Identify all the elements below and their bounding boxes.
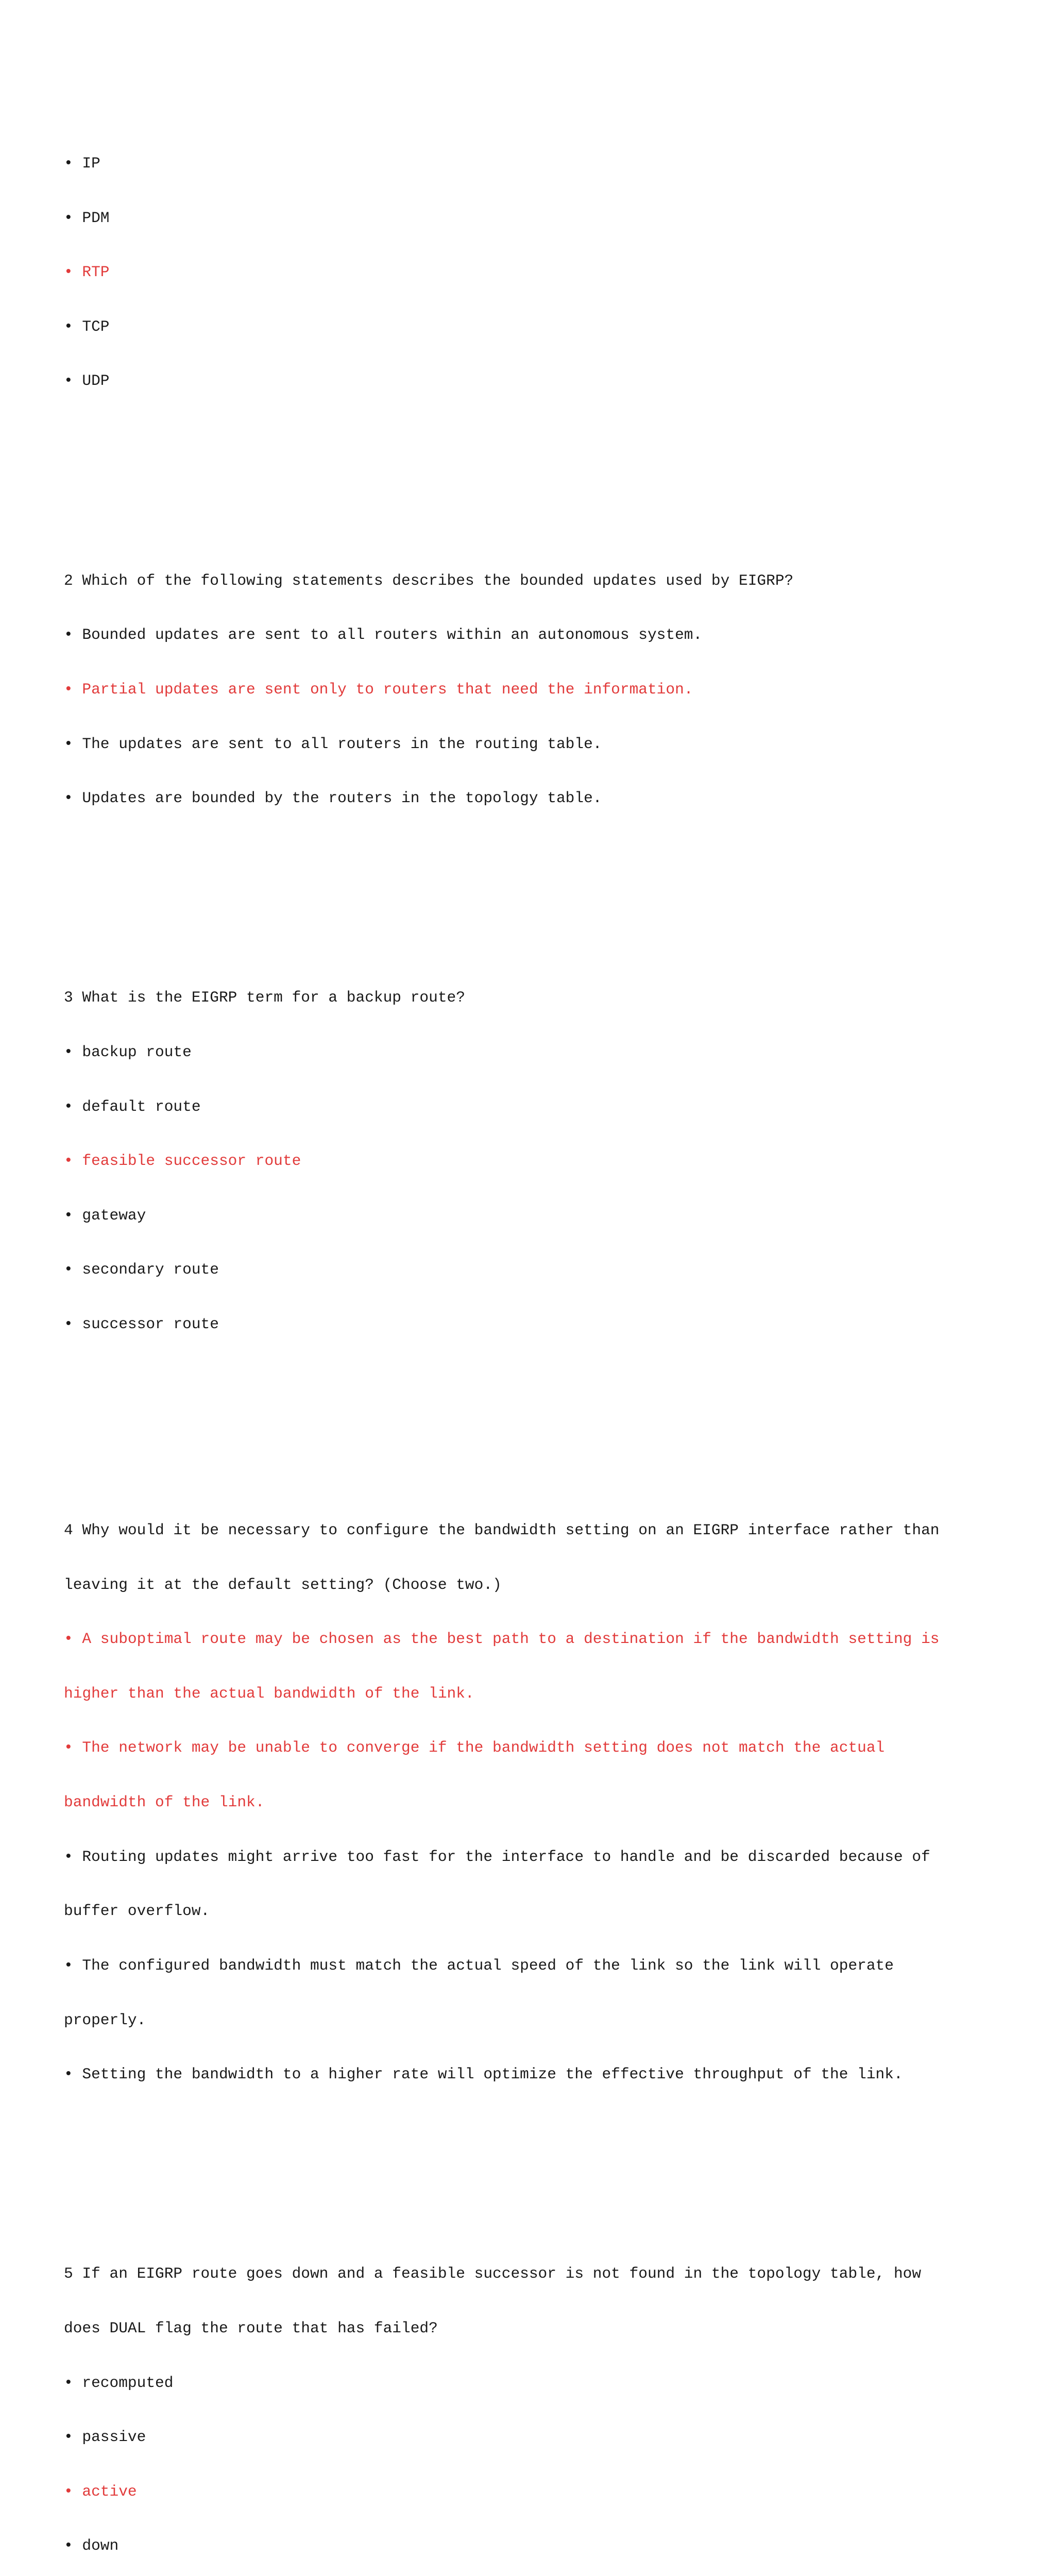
question-text: does DUAL flag the route that has failed? [64,2319,438,2337]
answer-option: • Bounded updates are sent to all routers within an autonomous system. [64,626,703,644]
answer-option: • Updates are bounded by the routers in the topology table. [64,789,602,807]
answer-option: • down [64,2537,119,2555]
answer-option: • UDP [64,372,110,390]
answer-option: • recomputed [64,2374,174,2392]
question-text: 3 What is the EIGRP term for a backup route? [64,989,465,1007]
answer-option: buffer overflow. [64,1902,210,1920]
correct-answer-option: • A suboptimal route may be chosen as the best path to a destination if the bandwidth setting is [64,1630,940,1648]
correct-answer-option: • Partial updates are sent only to routers that need the information. [64,680,693,698]
answer-option: • successor route [64,1315,219,1333]
answer-option: • Routing updates might arrive too fast for the interface to handle and be discarded because of [64,1848,930,1866]
correct-answer-option: bandwidth of the link. [64,1793,265,1811]
question-3 [64,953,1017,1370]
question-text: 4 Why would it be necessary to configure the bandwidth setting on an EIGRP interface rather than [64,1521,940,1539]
answer-option: • The updates are sent to all routers in the routing table. [64,735,602,753]
answer-option: • backup route [64,1043,192,1061]
quiz-document [64,64,1017,2576]
answer-option: • gateway [64,1206,146,1224]
correct-answer-option: • feasible successor route [64,1152,301,1170]
question-text: 5 If an EIGRP route goes down and a feasible successor is not found in the topology table, how [64,2265,922,2283]
answer-option: • secondary route [64,1261,219,1279]
answer-option: • IP [64,155,100,173]
answer-option: properly. [64,2011,146,2029]
correct-answer-option: • RTP [64,263,110,281]
question-5 [64,2229,1017,2576]
answer-option: • PDM [64,209,110,227]
question-1 [64,118,1017,427]
question-text: leaving it at the default setting? (Choose two.) [64,1575,502,1594]
question-text: 2 Which of the following statements describes the bounded updates used by EIGRP? [64,571,794,589]
answer-option: • Setting the bandwidth to a higher rate will optimize the effective throughput of the link. [64,2065,903,2083]
answer-option: • default route [64,1097,201,1115]
answer-option: • TCP [64,317,110,335]
correct-answer-option: • The network may be unable to converge if the bandwidth setting does not match the actual [64,1739,885,1757]
question-4 [64,1485,1017,2120]
correct-answer-option: • active [64,2482,137,2500]
answer-option: • The configured bandwidth must match the actual speed of the link so the link will operate [64,1956,894,1974]
correct-answer-option: higher than the actual bandwidth of the link. [64,1684,474,1702]
question-2 [64,535,1017,843]
answer-option: • passive [64,2428,146,2446]
